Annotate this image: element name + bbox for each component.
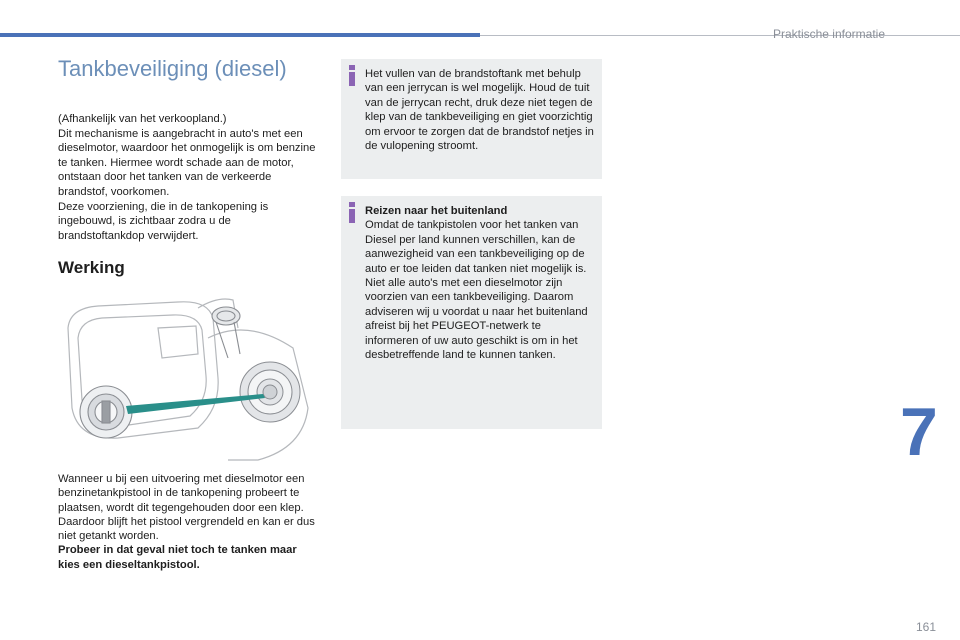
fuel-filler-illustration — [58, 288, 318, 464]
chapter-number: 7 — [900, 394, 938, 470]
werking-text — [58, 472, 320, 572]
page-number: 161 — [916, 620, 937, 634]
section-heading-werking: Werking — [58, 258, 125, 277]
info-box-text: Het vullen van de brandstoftank met behulp van een jerrycan is wel mogelijk. Houd de tuit van de jerrycan recht, druk deze niet tegen de klep van de tankbeveiliging en giet voorzichtig om ervoor te zorgen dat de brandstof netjes in de vulopening stroomt. — [365, 68, 594, 153]
intro-paragraph-3: Deze voorziening, die in de tankopening is ingebouwd, is zichtbaar zodra u de brandstoftankdop verwijdert. — [58, 200, 269, 242]
intro-paragraph-1: (Afhankelijk van het verkoopland.) — [58, 113, 227, 125]
page-title: Tankbeveiliging (diesel) — [58, 56, 287, 81]
info-icon — [349, 65, 355, 85]
info-box-paragraph-2: Niet alle auto's met een dieselmotor zijn voorzien van een tankbeveiliging. Daarom adviseren wij u voordat u naar het buitenland afreist bij het PEUGEOT-netwerk te informeren of uw auto geschikt is om in het desbetreffende land te kunnen tanken. — [365, 277, 588, 362]
werking-paragraph: Wanneer u bij een uitvoering met dieselmotor een benzinetankpistool in de tankopening probeert te plaatsen, wordt dit tegengehouden door een klep. Daardoor blijft het pistool vergrendeld en kan er dus niet getankt worden. — [58, 473, 315, 543]
info-box-jerrycan — [341, 59, 602, 179]
info-box-abroad — [341, 196, 602, 429]
header-rule — [480, 35, 960, 36]
section-title: Praktische informatie — [772, 27, 885, 41]
header-accent-bar — [0, 33, 480, 37]
info-box-title: Reizen naar het buitenland — [365, 205, 508, 217]
intro-paragraph-2: Dit mechanisme is aangebracht in auto's met een dieselmotor, waardoor het onmogelijk is om benzine te tanken. Hiermee wordt schade aan de motor, ontstaan door het tanken van de verkeerde brandstof, voorkomen. — [58, 127, 316, 198]
info-icon — [349, 202, 355, 222]
werking-warning: Probeer in dat geval niet toch te tanken maar kies een dieseltankpistool. — [58, 544, 297, 571]
info-box-paragraph-1: Omdat de tankpistolen voor het tanken van Diesel per land kunnen verschillen, kan de aanwezigheid van een tankbeveiliging op de auto er toe leiden dat tanken niet mogelijk is. — [365, 219, 587, 275]
intro-text — [58, 112, 320, 243]
